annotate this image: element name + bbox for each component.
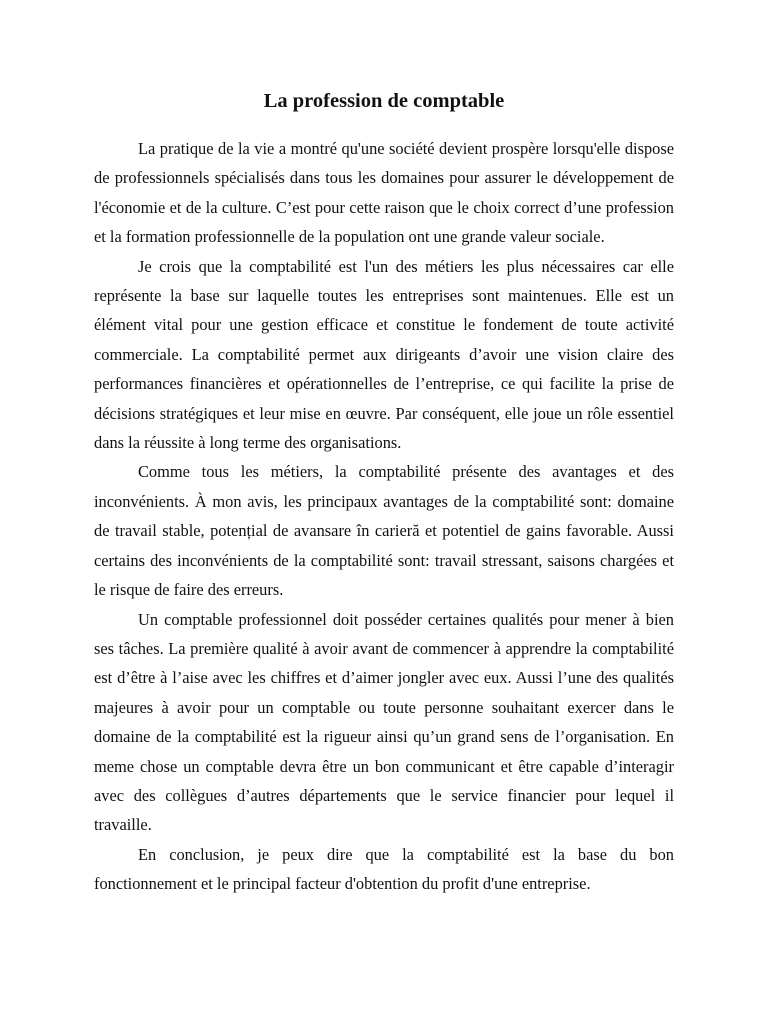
paragraph-intro: La pratique de la vie a montré qu'une société devient prospère lorsqu'elle dispose de professionnels spécialisés dans tous les domaines pour assurer le développement de l'économie et de la culture. C’est pour cette raison que le choix correct d’une profession et la formation professionnelle de la population ont une grande valeur sociale. xyxy=(94,139,674,247)
document-page xyxy=(94,88,674,899)
paragraph-pros-cons: Comme tous les métiers, la comptabilité présente des avantages et des inconvénients. À mon avis, les principaux avantages de la comptabilité sont: domaine de travail stable, potențial de avansare în carieră et potentiel de gains favorable. Aussi certains des inconvénients de la comptabilité sont: travail stressant, saisons chargées et le risque de faire des erreurs. xyxy=(94,462,674,600)
paragraph-conclusion: En conclusion, je peux dire que la comptabilité est la base du bon fonctionnement et le principal facteur d'obtention du profit d'une entreprise. xyxy=(94,844,674,894)
paragraph-qualities: Un comptable professionnel doit posséder certaines qualités pour mener à bien ses tâches. La première qualité à avoir avant de commencer à apprendre la comptabilité est d’être à l’aise avec les chiffres et d’aimer jongler avec eux. Aussi l’une des qualités majeures à avoir pour un comptable ou toute personne souhaitant exercer dans le domaine de la comptabilité est la rigueur ainsi qu’un grand sens de l’organisation. En meme chose un comptable devra être un bon communicant et être capable d’interagir avec des collègues d’autres départements que le service financier pour lequel il travaille. xyxy=(94,609,674,835)
paragraph-importance: Je crois que la comptabilité est l'un des métiers les plus nécessaires car elle représente la base sur laquelle toutes les entreprises sont maintenues. Elle est un élément vital pour une gestion efficace et constitue le fondement de toute activité commerciale. La comptabilité permet aux dirigeants d’avoir une vision claire des performances financières et opérationnelles de l’entreprise, ce qui facilite la prise de décisions stratégiques et leur mise en œuvre. Par conséquent, elle joue un rôle essentiel dans la réussite à long terme des organisations. xyxy=(94,256,674,453)
document-title: La profession de comptable xyxy=(263,90,505,112)
